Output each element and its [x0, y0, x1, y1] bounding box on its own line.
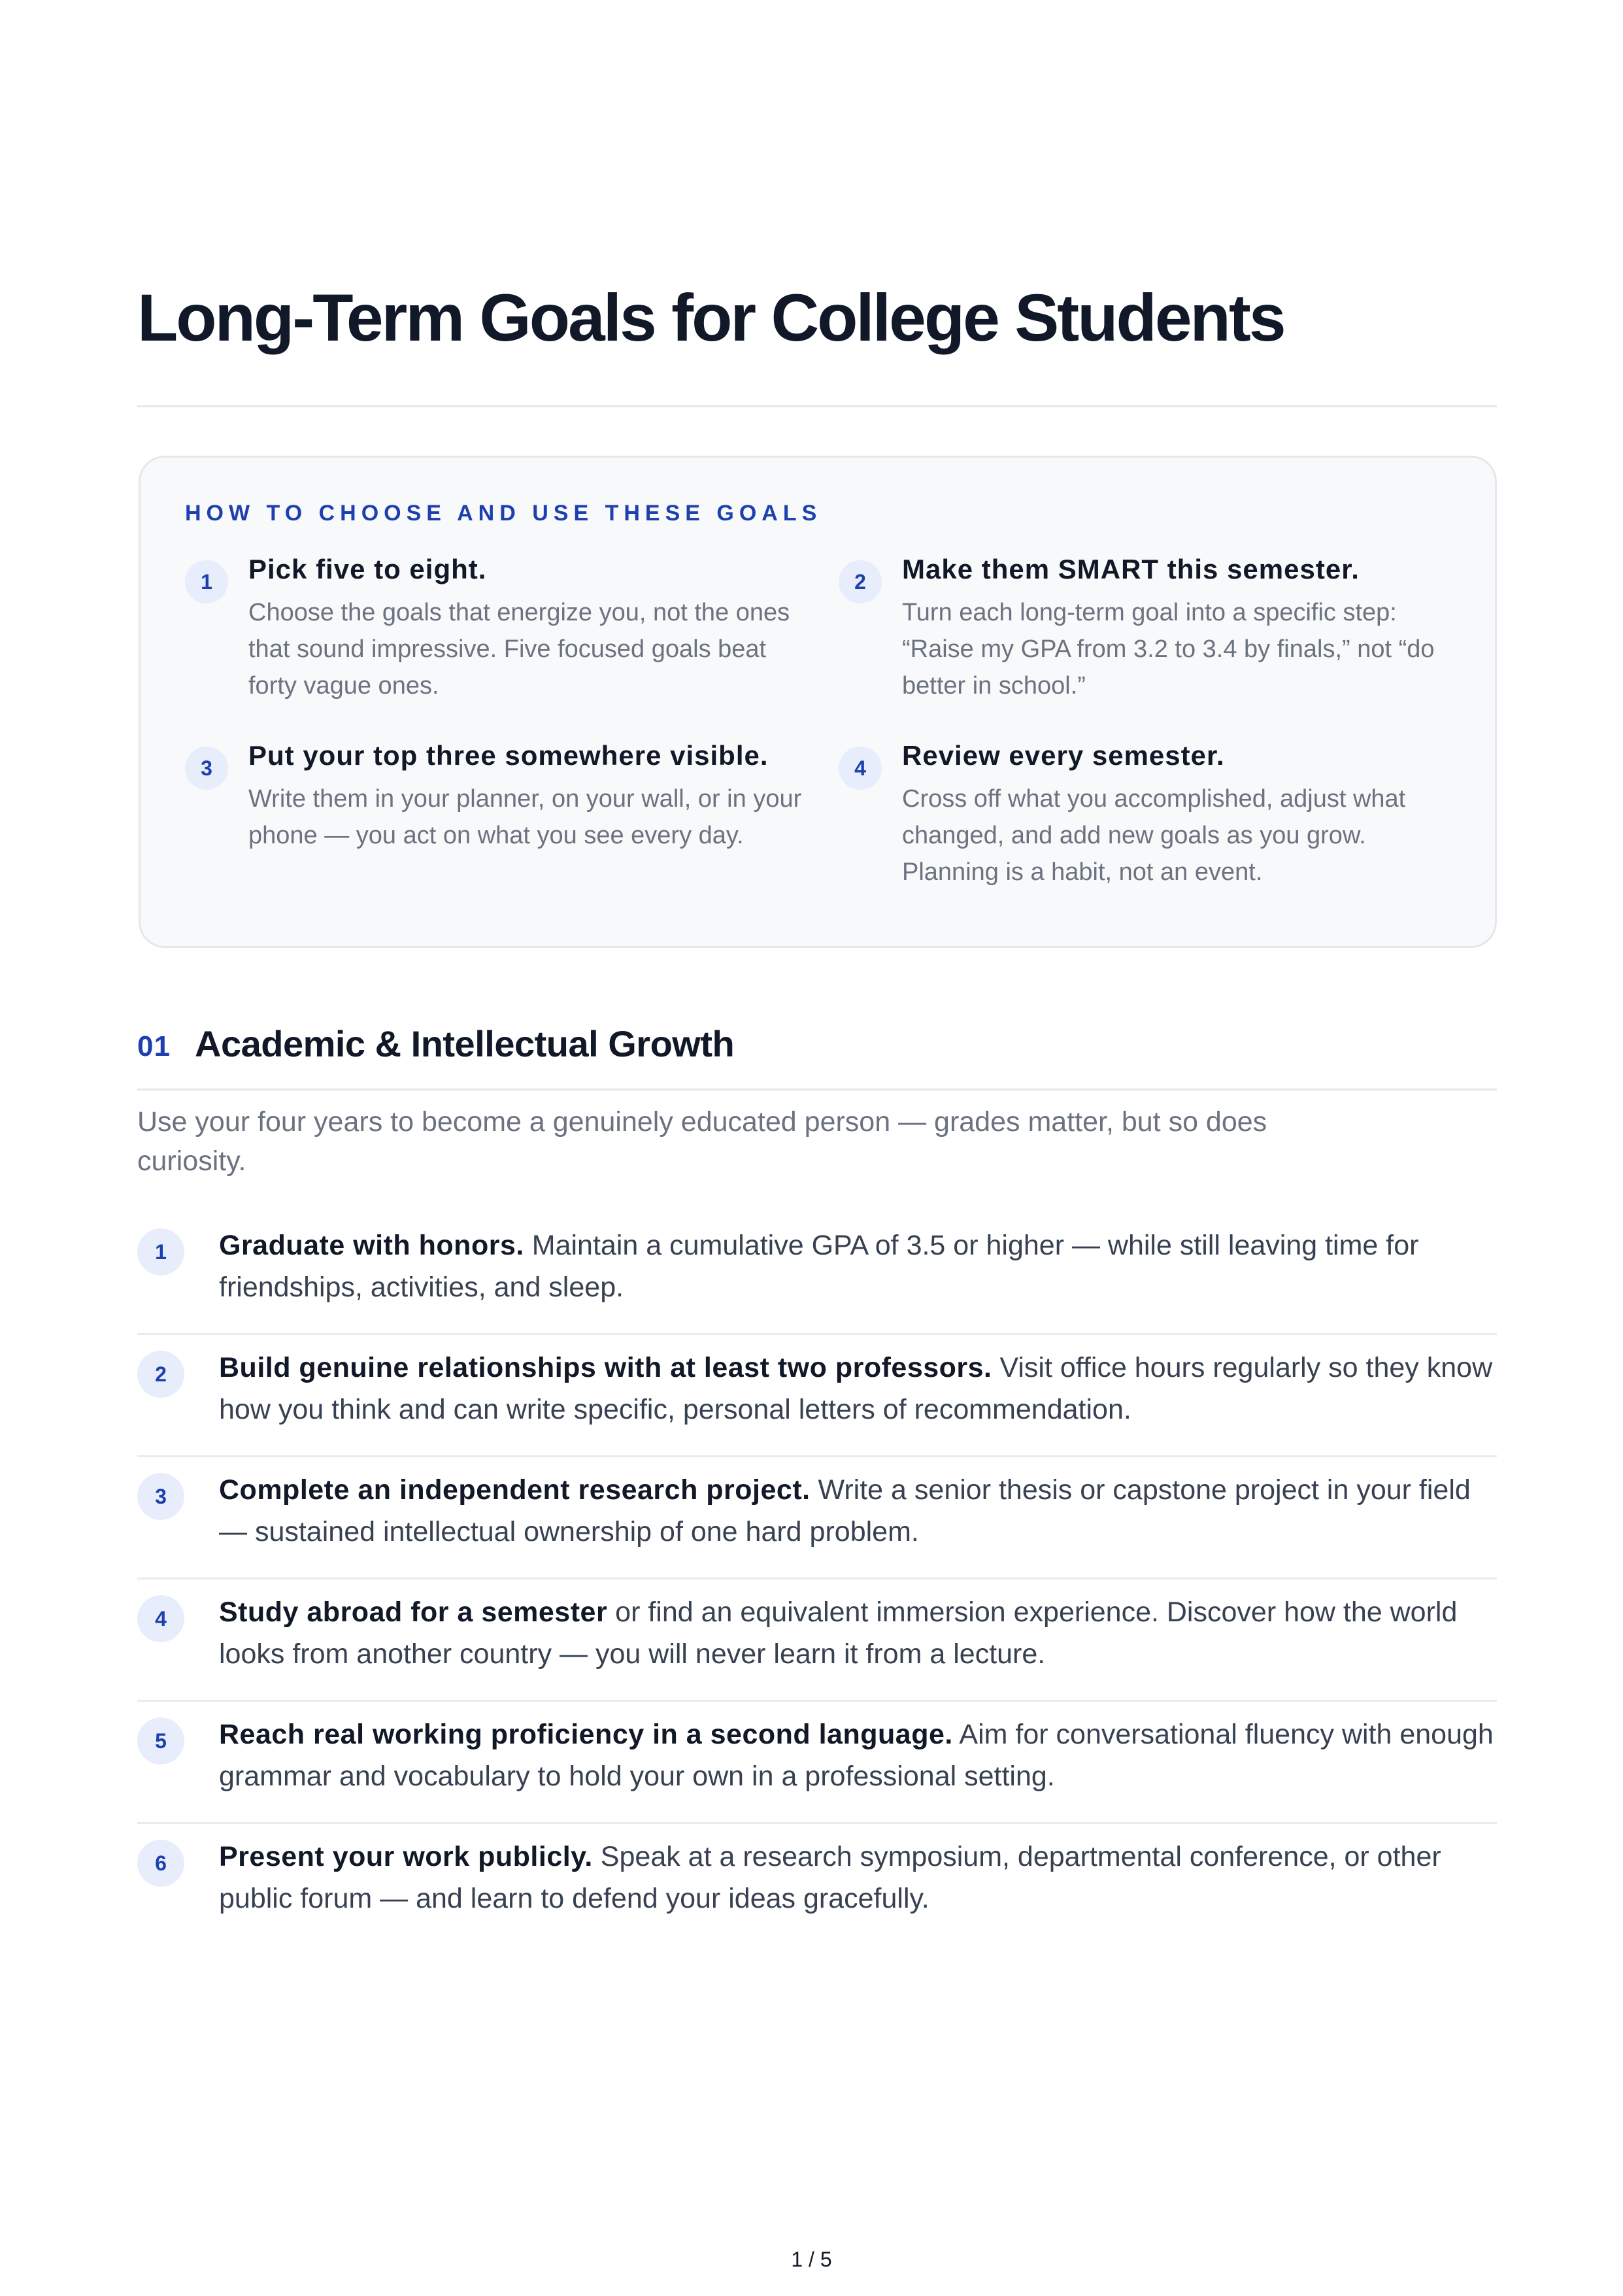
goal-item: [137, 1335, 1497, 1457]
goal-description: or find an equivalent immersion experience. Discover how the world looks from another country — you will never learn it from a lecture.: [219, 1596, 1458, 1670]
goal-text: [219, 1469, 1500, 1553]
tip-title: Pick five to eight.: [248, 554, 487, 584]
goal-number: 6: [137, 1840, 184, 1887]
section-divider: [137, 1089, 1497, 1090]
goal-description: Aim for conversational fluency with enough grammar and vocabulary to hold your own in a professional setting.: [219, 1719, 1494, 1792]
goal-item: [137, 1579, 1497, 1702]
guide-heading: HOW TO CHOOSE AND USE THESE GOALS: [185, 501, 822, 526]
section-title: Academic & Intellectual Growth: [195, 1023, 735, 1064]
tip-body: Choose the goals that energize you, not the ones that sound impressive. Five focused goals beat forty vague ones.: [248, 599, 790, 700]
goal-text: [219, 1591, 1500, 1675]
tip-body: Cross off what you accomplished, adjust what changed, and add new goals as you grow. Planning is a habit, not an event.: [902, 785, 1406, 886]
goal-lead: Build genuine relationships with at least two professors.: [219, 1352, 992, 1383]
tip-title: Put your top three somewhere visible.: [248, 740, 769, 771]
tip-number: 1: [185, 560, 228, 603]
goal-description: Visit office hours regularly so they know how you think and can write specific, personal letters of recommendation.: [219, 1352, 1493, 1425]
section-intro: Use your four years to become a genuinely educated person — grades matter, but so does curiosity.: [137, 1106, 1267, 1177]
tip-body: Turn each long-term goal into a specific step: “Raise my GPA from 3.2 to 3.4 by finals,” not “do better in school.”: [902, 599, 1435, 700]
page-title: Long-Term Goals for College Students: [137, 280, 1284, 355]
goal-text: [219, 1224, 1500, 1308]
goal-lead: Complete an independent research project.: [219, 1474, 811, 1506]
goal-item: [137, 1824, 1497, 1946]
goal-item: [137, 1457, 1497, 1579]
tip-body: Write them in your planner, on your wall, or in your phone — you act on what you see every day.: [248, 785, 802, 849]
goal-number: 2: [137, 1351, 184, 1398]
goal-item: [137, 1702, 1497, 1824]
goal-number: 3: [137, 1473, 184, 1520]
goal-text: [219, 1836, 1500, 1919]
goal-number: 1: [137, 1228, 184, 1275]
goal-number: 4: [137, 1595, 184, 1642]
goal-text: [219, 1714, 1500, 1797]
title-divider: [137, 405, 1497, 407]
tip-number: 2: [839, 560, 882, 603]
goal-description: Maintain a cumulative GPA of 3.5 or higher — while still leaving time for friendships, activities, and sleep.: [219, 1230, 1419, 1303]
goal-number: 5: [137, 1717, 184, 1764]
goal-text: [219, 1347, 1500, 1430]
goal-lead: Study abroad for a semester: [219, 1596, 608, 1628]
section-number: 01: [137, 1030, 171, 1062]
tip-title: Make them SMART this semester.: [902, 554, 1360, 584]
goal-description: Write a senior thesis or capstone project in your field — sustained intellectual ownership of one hard problem.: [219, 1474, 1471, 1547]
tip-number: 3: [185, 747, 228, 790]
tip-title: Review every semester.: [902, 740, 1225, 771]
goal-lead: Present your work publicly.: [219, 1841, 593, 1872]
goal-lead: Reach real working proficiency in a second language.: [219, 1719, 953, 1750]
page-number: 1 / 5: [791, 2248, 832, 2271]
goal-list: [137, 1213, 1497, 1946]
tip-number: 4: [839, 747, 882, 790]
goal-description: Speak at a research symposium, departmental conference, or other public forum — and learn to defend your ideas gracefully.: [219, 1841, 1441, 1914]
goal-lead: Graduate with honors.: [219, 1230, 524, 1261]
goal-item: [137, 1213, 1497, 1335]
